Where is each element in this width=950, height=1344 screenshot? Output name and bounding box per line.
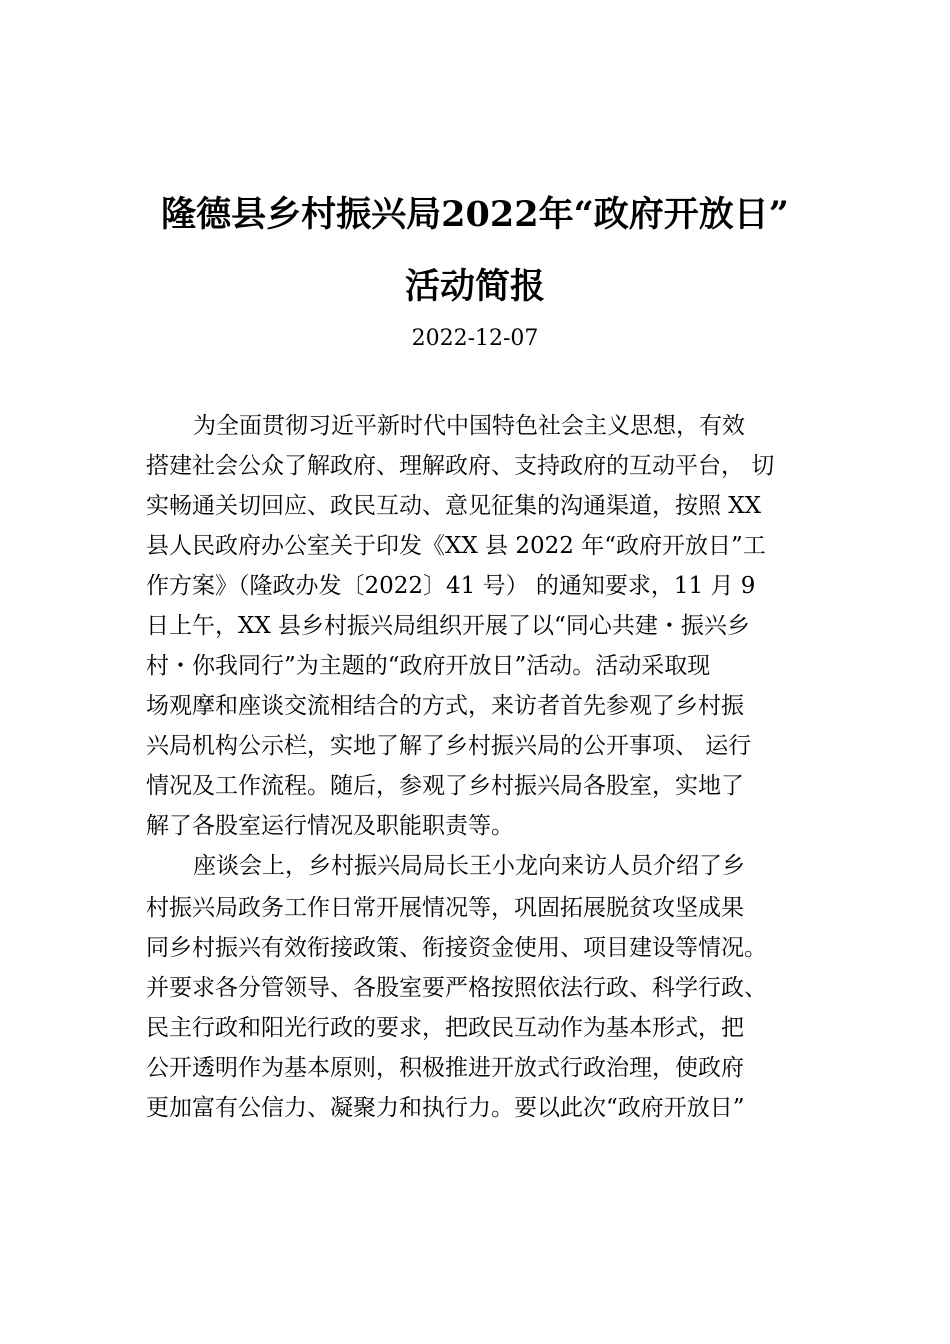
paragraph-1-line: 日上午，XX 县乡村振兴局组织开展了以“同心共建・振兴乡 — [146, 613, 750, 639]
paragraph-1-line: 情况及工作流程。随后，参观了乡村振兴局各股室，实地了 — [146, 773, 744, 799]
paragraph-1-line: 为全面贯彻习近平新时代中国特色社会主义思想，有效 — [193, 413, 745, 439]
paragraph-2-line: 座谈会上，乡村振兴局局长王小龙向来访人员介绍了乡 — [193, 853, 745, 879]
paragraph-1-line: 县人民政府办公室关于印发《XX 县 2022 年“政府开放日”工 — [146, 533, 766, 559]
paragraph-1-line: 搭建社会公众了解政府、理解政府、支持政府的互动平台， 切 — [146, 453, 775, 479]
paragraph-2-line: 公开透明作为基本原则，积极推进开放式行政治理，使政府 — [146, 1055, 744, 1081]
paragraph-2-line: 更加富有公信力、凝聚力和执行力。要以此次“政府开放日” — [146, 1095, 745, 1121]
document-date: 2022-12-07 — [411, 326, 539, 351]
paragraph-1-line: 作方案》（隆政办发〔2022〕41 号） 的通知要求，11 月 9 — [146, 573, 756, 599]
paragraph-1-line: 兴局机构公示栏，实地了解了乡村振兴局的公开事项、 运行 — [146, 733, 752, 759]
paragraph-2-line: 并要求各分管领导、各股室要严格按照依法行政、科学行政、 — [146, 975, 767, 1001]
document-title-line-1: 隆德县乡村振兴局2022年“政府开放日” — [161, 194, 789, 235]
paragraph-1-line: 村・你我同行”为主题的“政府开放日”活动。活动采取现 — [146, 653, 711, 679]
paragraph-1-line: 实畅通关切回应、政民互动、意见征集的沟通渠道，按照 XX — [146, 493, 762, 519]
document-title-line-2: 活动简报 — [404, 266, 545, 307]
paragraph-2-line: 村振兴局政务工作日常开展情况等，巩固拓展脱贫攻坚成果 — [146, 895, 744, 921]
paragraph-1-line: 场观摩和座谈交流相结合的方式，来访者首先参观了乡村振 — [146, 693, 744, 719]
paragraph-1-line: 解了各股室运行情况及职能职责等。 — [146, 813, 514, 839]
paragraph-2-line: 民主行政和阳光行政的要求，把政民互动作为基本形式，把 — [146, 1015, 744, 1041]
paragraph-2-line: 同乡村振兴有效衔接政策、衔接资金使用、项目建设等情况。 — [146, 935, 767, 961]
